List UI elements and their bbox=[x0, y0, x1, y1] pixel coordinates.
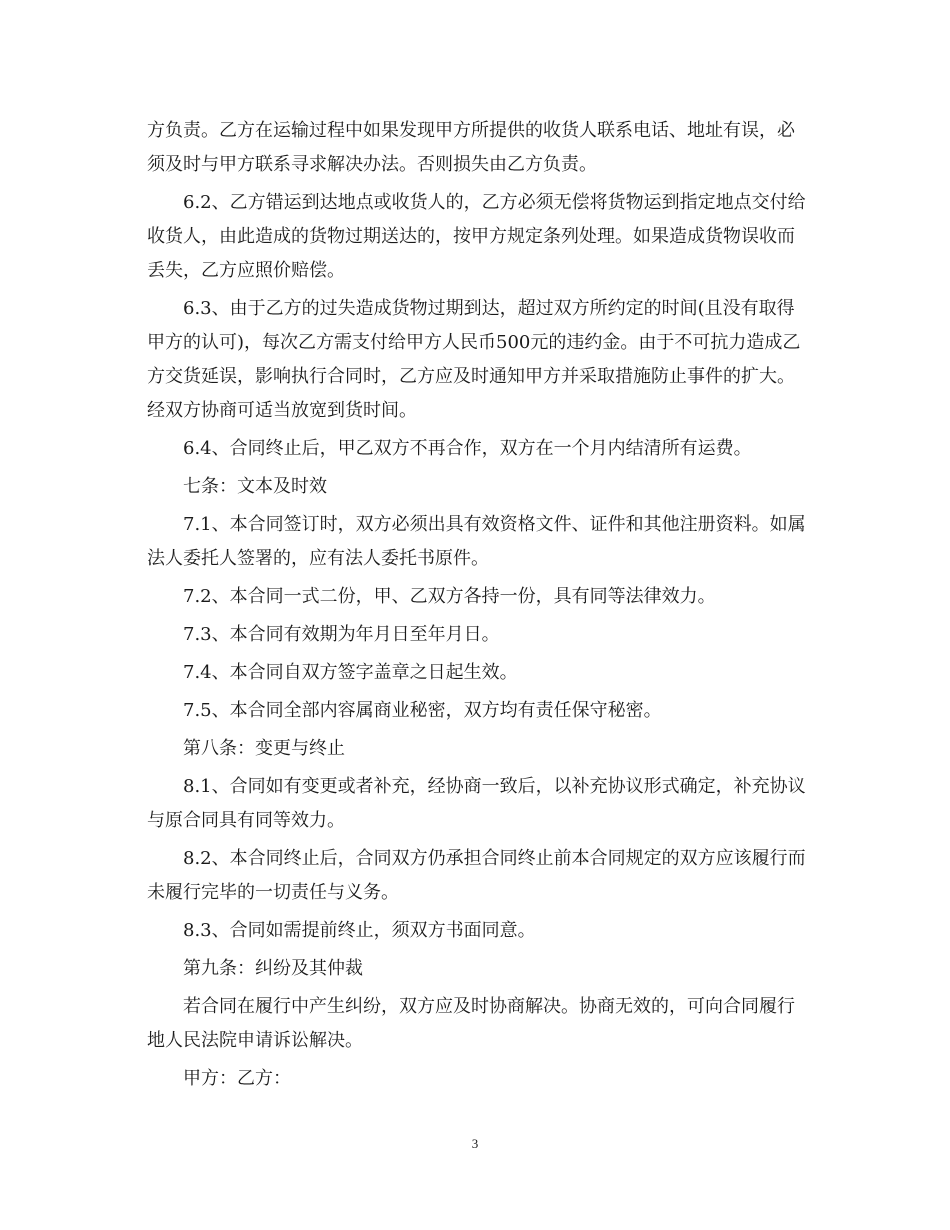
paragraph-7-5: 7.5、本合同全部内容属商业秘密，双方均有责任保守秘密。 bbox=[183, 700, 662, 721]
paragraph-7-3: 7.3、本合同有效期为年月日至年月日。 bbox=[183, 624, 500, 645]
paragraph-7-2: 7.2、本合同一式二份，甲、乙双方各持一份，具有同等法律效力。 bbox=[183, 586, 716, 607]
paragraph-6-4: 6.4、合同终止后，甲乙双方不再合作，双方在一个月内结清所有运费。 bbox=[183, 438, 752, 459]
document-body bbox=[147, 114, 807, 1096]
paragraph-8-2: 8.2、本合同终止后，合同双方仍承担合同终止前本合同规定的双方应该履行而未履行完毕的一切责任与义务。 bbox=[147, 848, 806, 903]
page-number: 3 bbox=[471, 1136, 479, 1151]
section-heading-8: 第八条：变更与终止 bbox=[183, 738, 345, 759]
section-heading-7: 七条：文本及时效 bbox=[183, 476, 327, 497]
paragraph-7-1: 7.1、本合同签订时，双方必须出具有效资格文件、证件和其他注册资料。如属法人委托人签署的，应有法人委托书原件。 bbox=[147, 514, 806, 569]
section-heading-9: 第九条：纠纷及其仲裁 bbox=[183, 958, 363, 979]
paragraph-7-4: 7.4、本合同自双方签字盖章之日起生效。 bbox=[183, 662, 518, 683]
signature-line: 甲方：乙方： bbox=[183, 1068, 291, 1089]
paragraph-6-3: 6.3、由于乙方的过失造成货物过期到达，超过双方所约定的时间(且没有取得甲方的认可)，每次乙方需支付给甲方人民币500元的违约金。由于不可抗力造成乙方交货延误，影响执行合同时，乙方应及时通知甲方并采取措施防止事件的扩大。经双方协商可适当放宽到货时间。 bbox=[147, 298, 801, 421]
paragraph-6-2: 6.2、乙方错运到达地点或收货人的，乙方必须无偿将货物运到指定地点交付给收货人，由此造成的货物过期送达的，按甲方规定条列处理。如果造成货物误收而丢失，乙方应照价赔偿。 bbox=[147, 192, 806, 281]
paragraph-8-3: 8.3、合同如需提前终止，须双方书面同意。 bbox=[183, 920, 536, 941]
paragraph-9-body: 若合同在履行中产生纠纷，双方应及时协商解决。协商无效的，可向合同履行地人民法院申请诉讼解决。 bbox=[147, 996, 795, 1051]
paragraph-8-1: 8.1、合同如有变更或者补充，经协商一致后，以补充协议形式确定，补充协议与原合同具有同等效力。 bbox=[147, 776, 806, 831]
paragraph-0: 方负责。乙方在运输过程中如果发现甲方所提供的收货人联系电话、地址有误，必须及时与甲方联系寻求解决办法。否则损失由乙方负责。 bbox=[147, 120, 795, 175]
